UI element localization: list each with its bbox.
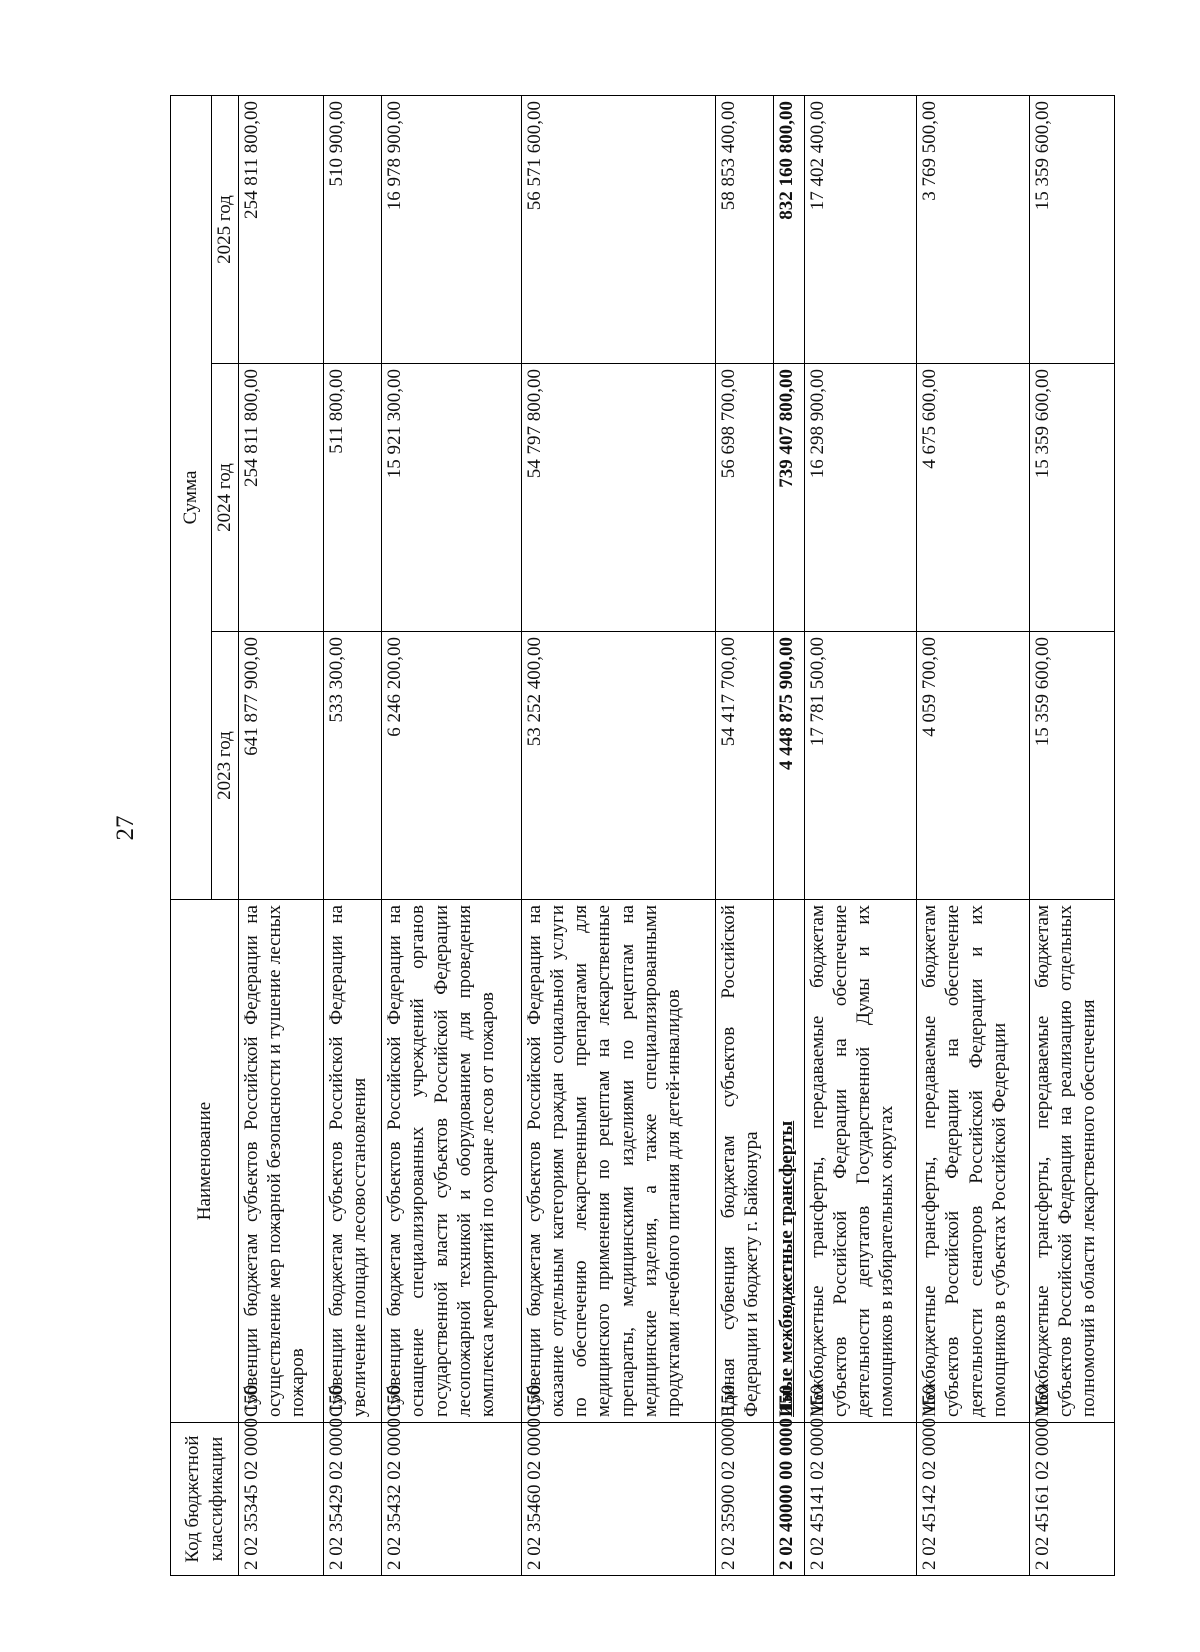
row-code: 2 02 35429 02 0000 150 [324,1423,382,1576]
row-code: 2 02 35432 02 0000 150 [382,1423,522,1576]
table-row [804,95,916,1575]
row-name: Субвенции бюджетам субъектов Российской Федерации на оснащение специализированных учреждений органов государственной власти субъектов Российской Федерации лесопожарной техникой и оборудованием для проведения комплекса мероприятий по охране лесов от пожаров [382,900,522,1423]
row-amount-2024: 254 811 800,00 [239,364,324,632]
row-name: Субвенции бюджетам субъектов Российской Федерации на увеличение площади лесовосстановления [324,900,382,1423]
table-row [324,95,382,1575]
table-row [382,95,522,1575]
row-amount-2025: 254 811 800,00 [239,95,324,363]
row-amount-2023: 17 781 500,00 [804,632,916,900]
row-amount-2025: 17 402 400,00 [804,95,916,363]
row-name: Субвенции бюджетам субъектов Российской Федерации на осуществление мер пожарной безопасности и тушение лесных пожаров [239,900,324,1423]
table-row [239,95,324,1575]
row-amount-2023: 641 877 900,00 [239,632,324,900]
row-amount-2023: 6 246 200,00 [382,632,522,900]
row-amount-2024: 56 698 700,00 [716,364,774,632]
rotated-table-container [170,96,1115,1576]
header-year-2024: 2024 год [212,364,239,632]
row-amount-2023: 15 359 600,00 [1029,632,1114,900]
table-header-row [171,95,212,1575]
table-row-total [774,95,805,1575]
row-amount-2024: 511 800,00 [324,364,382,632]
row-amount-2024: 15 921 300,00 [382,364,522,632]
row-code: 2 02 35900 02 0000 150 [716,1423,774,1576]
row-amount-2024: 15 359 600,00 [1029,364,1114,632]
row-amount-2025: 510 900,00 [324,95,382,363]
row-code: 2 02 35345 02 0000 150 [239,1423,324,1576]
row-amount-2023: 54 417 700,00 [716,632,774,900]
row-code: 2 02 35460 02 0000 150 [521,1423,715,1576]
row-amount-2025: 3 769 500,00 [917,95,1029,363]
header-code: Код бюджетной классификации [171,1423,239,1576]
row-code: 2 02 45142 02 0000 150 [917,1423,1029,1576]
row-amount-2024: 16 298 900,00 [804,364,916,632]
budget-table [170,95,1115,1576]
row-amount-2023: 533 300,00 [324,632,382,900]
row-name: Межбюджетные трансферты, передаваемые бюджетам субъектов Российской Федерации на реализацию отдельных полномочий в области лекарственного обеспечения [1029,900,1114,1423]
header-name: Наименование [171,900,239,1423]
table-row [917,95,1029,1575]
row-amount-2024: 54 797 800,00 [521,364,715,632]
row-amount-2023: 4 059 700,00 [917,632,1029,900]
row-name: Иные межбюджетные трансферты [774,900,805,1423]
table-row [716,95,774,1575]
row-amount-2025: 16 978 900,00 [382,95,522,363]
row-amount-2023: 53 252 400,00 [521,632,715,900]
row-amount-2025: 56 571 600,00 [521,95,715,363]
row-name: Единая субвенция бюджетам субъектов Российской Федерации и бюджету г. Байконура [716,900,774,1423]
row-amount-2025: 58 853 400,00 [716,95,774,363]
row-name: Межбюджетные трансферты, передаваемые бюджетам субъектов Российской Федерации на обеспечение деятельности сенаторов Российской Федерации и их помощников в субъектах Российской Федерации [917,900,1029,1423]
row-name: Субвенции бюджетам субъектов Российской Федерации на оказание отдельным категориям граждан социальной услуги по обеспечению лекарственными препаратами для медицинского применения по рецептам на лекарственные препараты, медицинскими изделиями по рецептам на медицинские изделия, а также специализированными продуктами лечебного питания для детей-инвалидов [521,900,715,1423]
table-row [521,95,715,1575]
table-row [1029,95,1114,1575]
header-year-2023: 2023 год [212,632,239,900]
header-year-2025: 2025 год [212,95,239,363]
row-amount-2025: 832 160 800,00 [774,95,805,363]
row-amount-2023: 4 448 875 900,00 [774,632,805,900]
row-code: 2 02 40000 00 0000 150 [774,1423,805,1576]
header-sum: Сумма [171,95,212,899]
row-amount-2024: 739 407 800,00 [774,364,805,632]
page-number: 27 [112,815,139,841]
row-amount-2025: 15 359 600,00 [1029,95,1114,363]
row-code: 2 02 45141 02 0000 150 [804,1423,916,1576]
row-name: Межбюджетные трансферты, передаваемые бюджетам субъектов Российской Федерации на обеспечение деятельности депутатов Государственной Думы и их помощников в избирательных округах [804,900,916,1423]
row-code: 2 02 45161 02 0000 150 [1029,1423,1114,1576]
row-amount-2024: 4 675 600,00 [917,364,1029,632]
